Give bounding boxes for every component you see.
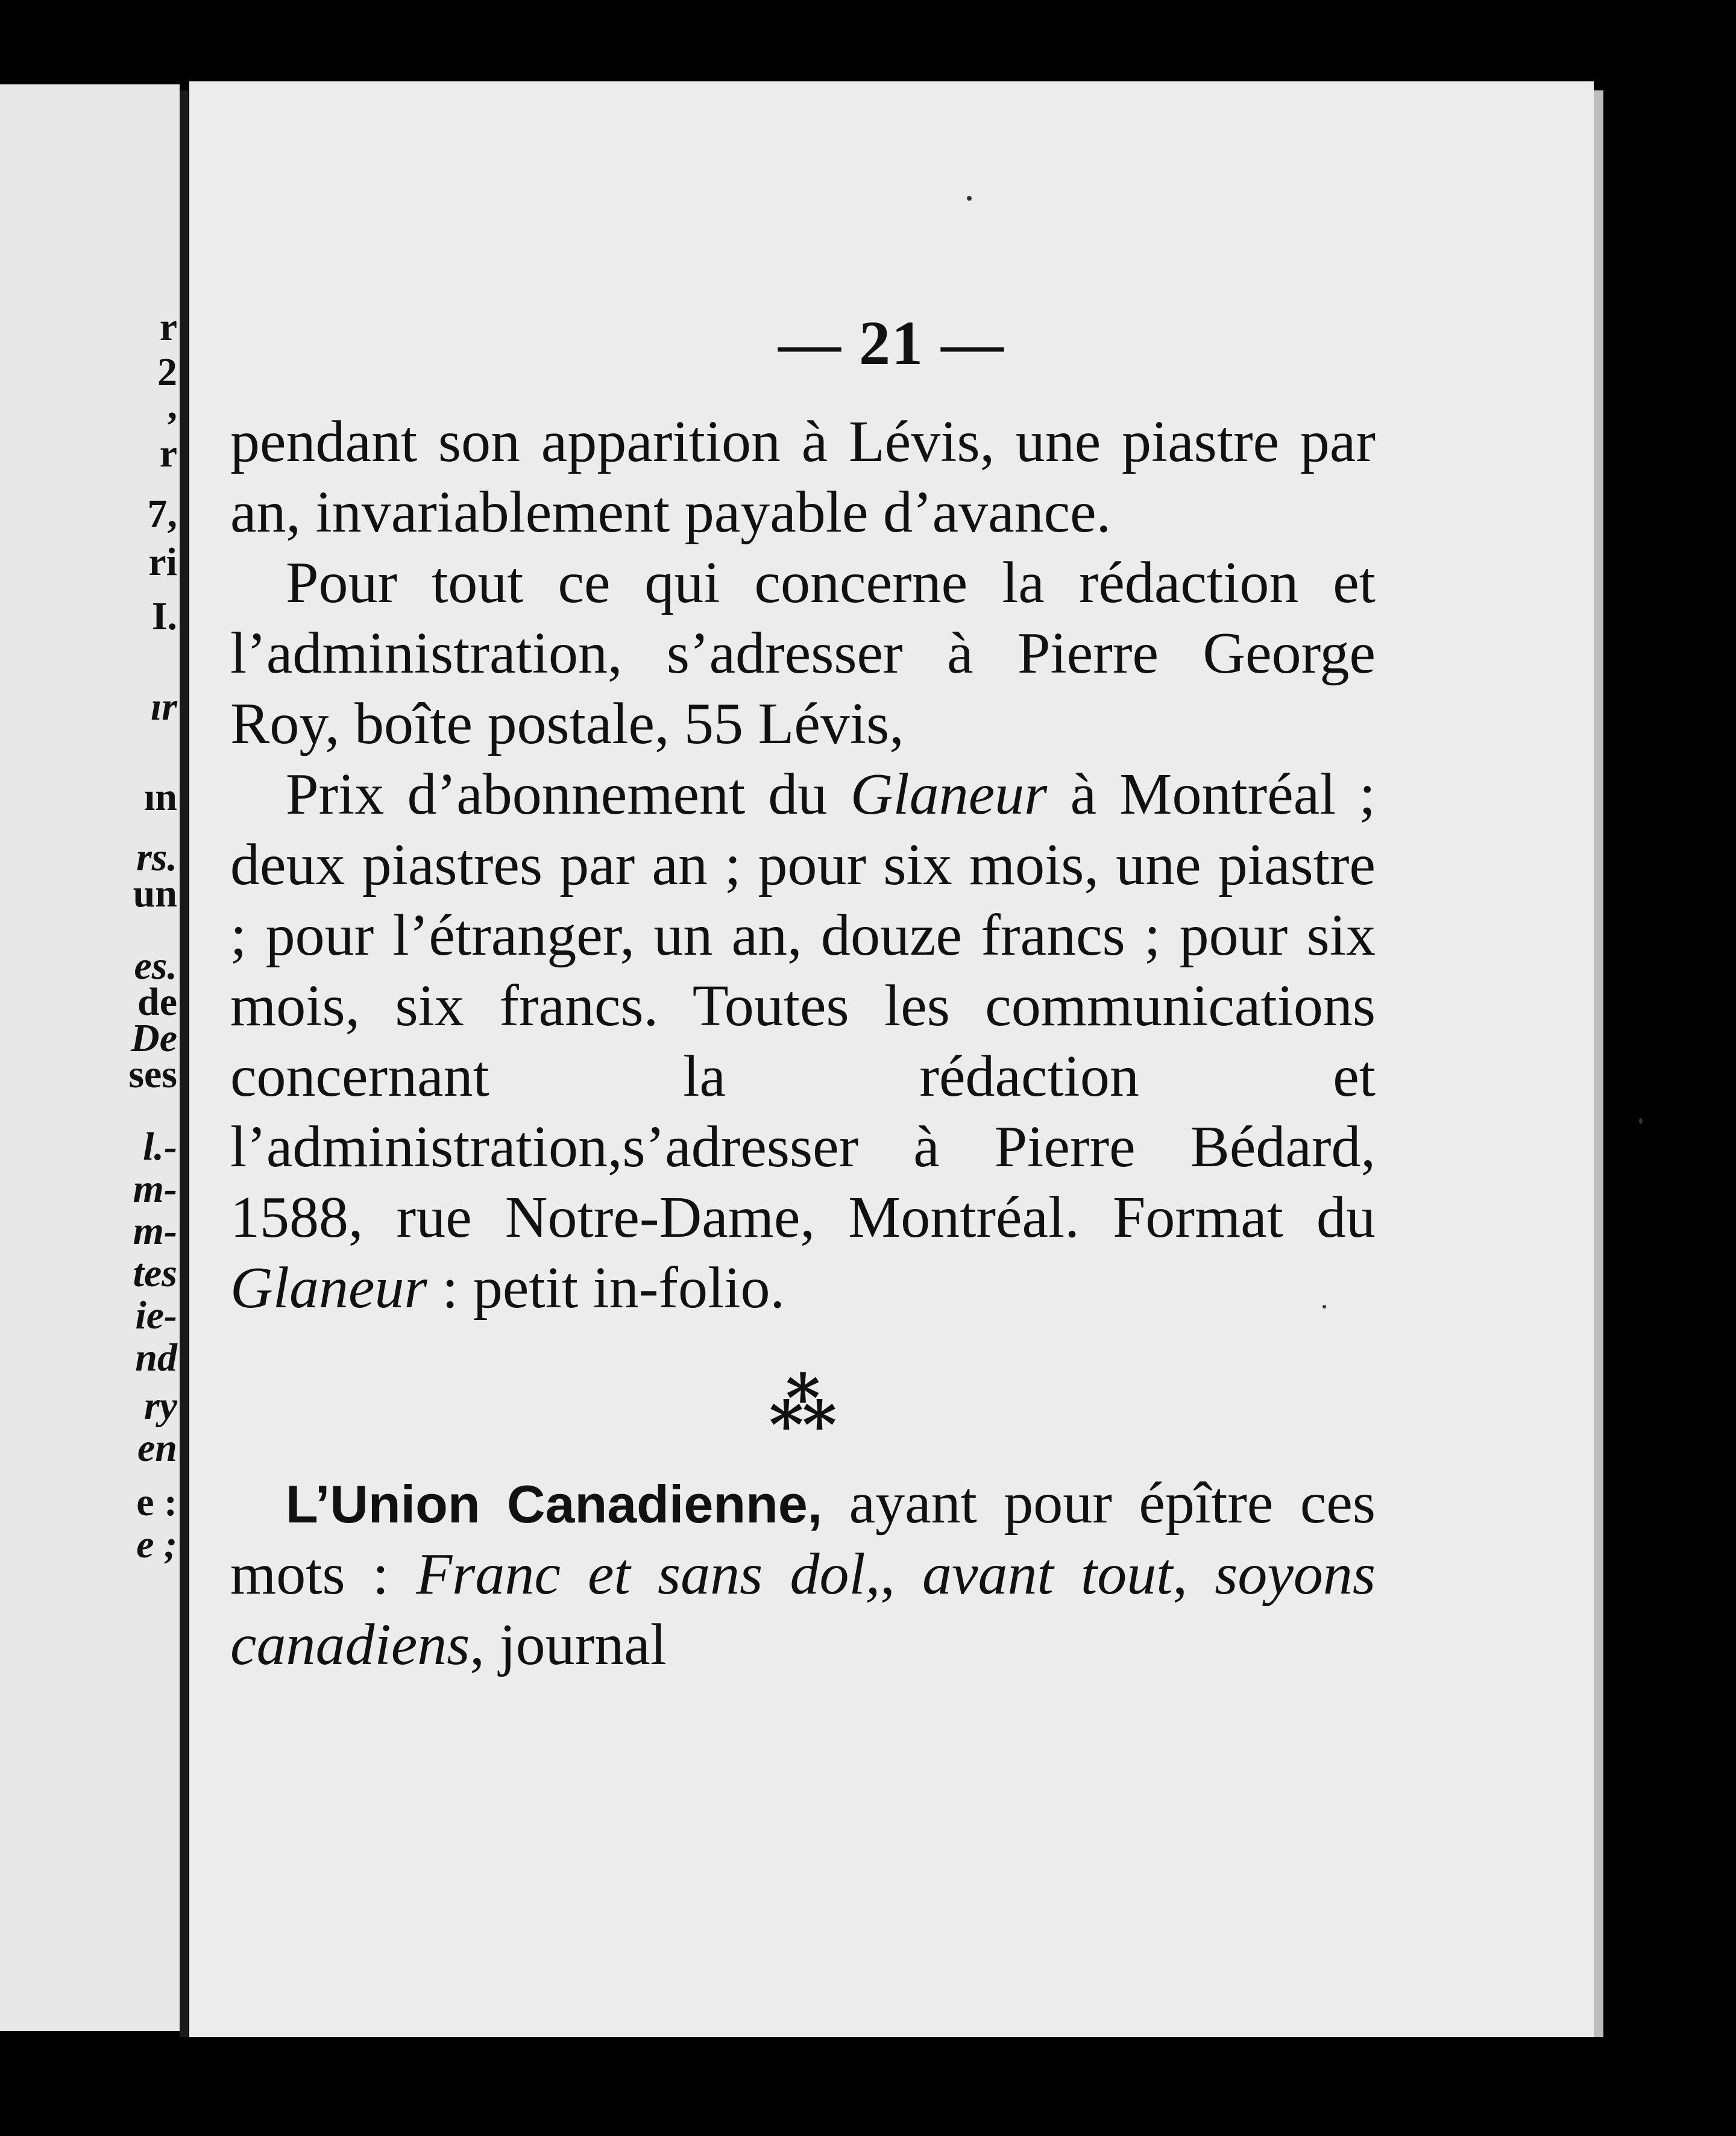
page-number: — 21 — [778, 309, 1005, 378]
text-run: ayant pour épître ces mots : [230, 1471, 1376, 1607]
text-run: à Montréal ; deux piastres par an ; pour six mois, une piastre ; pour l’étranger, un an, douze francs ; pour six mois, six francs. Toutes les communications concernant la rédaction et l’administration,s’adresser à Pierre Bédard, 1588, rue Notre-Dame, Montréal. Format du [230, 762, 1376, 1250]
asterism-separator: ⁂ [769, 1368, 837, 1442]
left-page-text-fragment: l.- [143, 1125, 177, 1169]
body-text [230, 407, 1376, 1680]
left-page-text-fragment: ın [143, 775, 177, 819]
ink-speck [967, 196, 972, 201]
left-page-text-fragment: ses [128, 1052, 177, 1096]
entry-heading: L’Union Canadienne, [286, 1474, 823, 1534]
title-glaneur: Glaneur [230, 1255, 427, 1321]
left-page-text-fragment: es. [134, 944, 177, 988]
left-page-text-fragment: tes [133, 1251, 177, 1295]
motto: Franc et sans dol, [416, 1542, 881, 1607]
paragraph-redaction-contact: Pour tout ce qui concerne la rédaction et l’administration, s’adresser à Pierre George Roy, boîte postale, 55 Lévis, [230, 550, 1376, 756]
paragraph-subscription-levis: pendant son apparition à Lévis, une piastre par an, invariablement payable d’avance. [230, 409, 1376, 545]
left-page-text-fragment: 7, [147, 492, 177, 536]
text-run: Prix d’abonnement du [286, 762, 851, 827]
left-page-text-fragment: e : [136, 1480, 177, 1524]
motto: soyons canadiens [230, 1542, 1376, 1677]
left-page-text-fragment: ır [150, 685, 177, 729]
motto: avant tout [922, 1542, 1173, 1607]
left-page-text-fragment: e ; [136, 1522, 177, 1566]
left-page-text-fragment: m- [133, 1167, 177, 1211]
left-page-text-fragment: ie- [135, 1293, 177, 1337]
left-page-text-fragment: 2 [157, 350, 177, 394]
left-page-text-fragment: m- [133, 1209, 177, 1253]
text-run: : petit in-folio. [427, 1255, 785, 1321]
page [189, 81, 1594, 2037]
text-run: , journal [470, 1612, 667, 1677]
left-page-text-fragment: de [137, 980, 177, 1024]
left-page-text-fragment: I. [151, 594, 177, 638]
left-page-edge [0, 84, 180, 2031]
left-page-text-fragment: nd [135, 1336, 177, 1380]
left-page-text-fragment: rs. [136, 835, 177, 879]
book-gutter [180, 90, 188, 2037]
title-glaneur: Glaneur [850, 762, 1048, 827]
left-page-text-fragment: ri [148, 540, 177, 584]
paragraph-montreal-subscription [230, 759, 1376, 1324]
text-run: , [880, 1542, 923, 1607]
paragraph-union-canadienne [230, 1468, 1376, 1680]
text-run: , [1172, 1542, 1215, 1607]
left-page-text-fragment: r [159, 305, 177, 349]
left-page-text-fragment: , [167, 383, 177, 427]
left-page-text-fragment: De [131, 1016, 177, 1060]
left-page-text-fragment: r [159, 432, 177, 476]
ink-speck [1639, 1118, 1643, 1124]
left-page-text-fragment: en [137, 1426, 177, 1470]
left-page-text-fragment: un [133, 872, 177, 916]
left-page-text-fragment: ry [144, 1384, 177, 1428]
page-edge-shadow [1594, 90, 1603, 2037]
